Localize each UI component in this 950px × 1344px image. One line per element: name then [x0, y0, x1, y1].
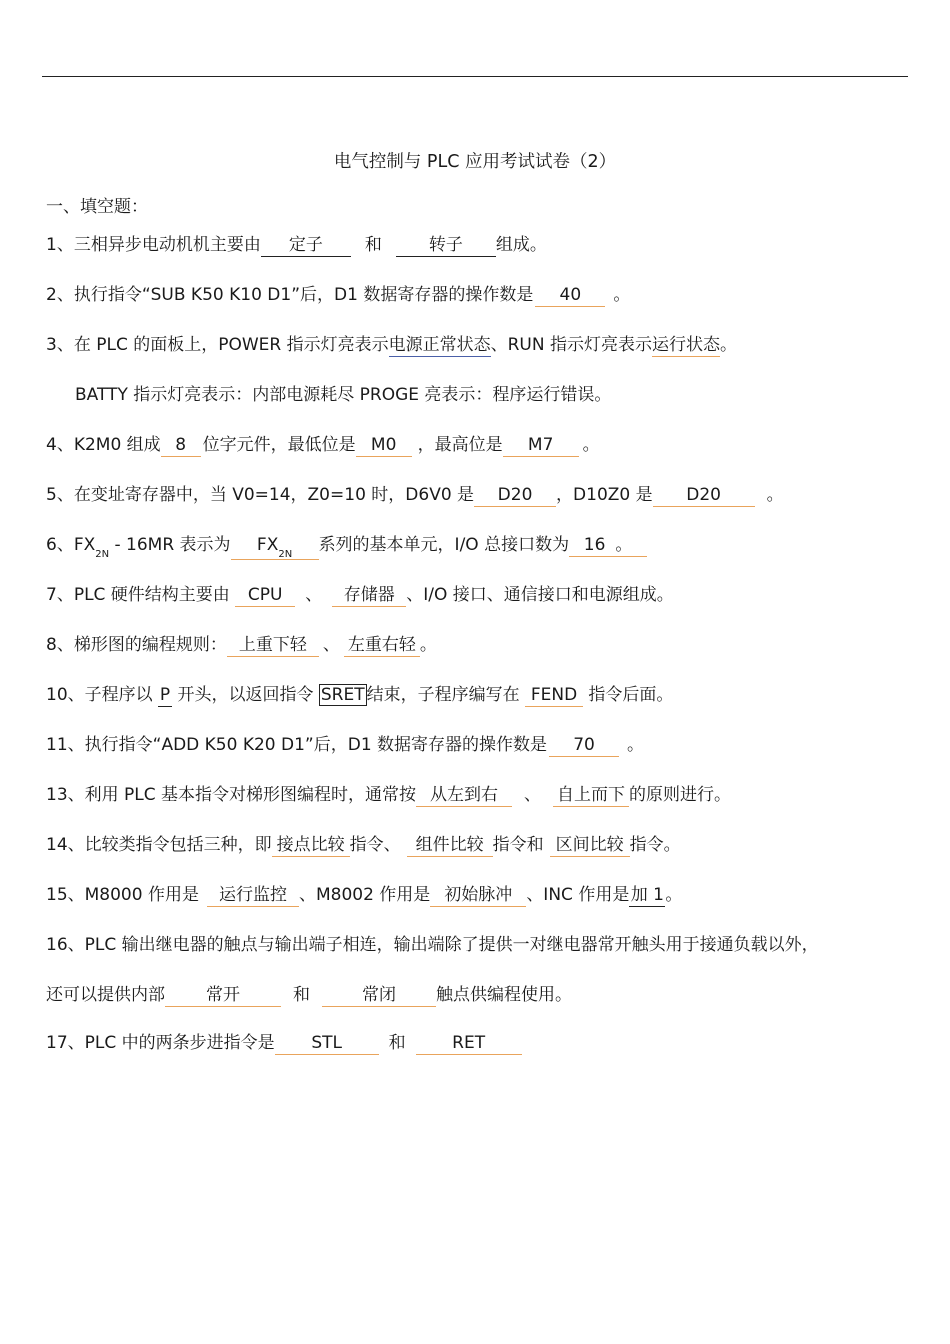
question-15: 15、M8000 作用是 运行监控 、M8002 作用是 初始脉冲 、INC 作用是加 1。: [46, 885, 683, 905]
answer-blank: $FX_{2N}$: [231, 534, 319, 560]
answer-blank: 左重右轻: [344, 634, 420, 657]
answer-blank: 自上而下: [553, 784, 629, 807]
section-heading: 一、填空题：: [46, 197, 148, 217]
answer-blank: 接点比较: [272, 834, 350, 857]
question-5: 5、在变址寄存器中，当 V0=14，Z0=10 时，D6V0 是 D20 ，D10Z0 是 D20 。: [46, 485, 784, 505]
answer-blank: 运行状态: [652, 335, 721, 355]
answer-blank: RET: [416, 1032, 522, 1055]
answer-blank: D20: [653, 484, 755, 507]
answer-blank: 加 1: [630, 885, 664, 905]
question-16: 16、PLC 输出继电器的触点与输出端子相连，输出端除了提供一对继电器常开触头用于接通负载以外，: [46, 935, 819, 955]
question-3-note: BATTY 指示灯亮表示：内部电源耗尽 PROGE 亮表示：程序运行错误。: [75, 385, 612, 405]
question-8: 8、梯形图的编程规则： 上重下轻 、 左重右轻 。: [46, 635, 437, 655]
answer-blank: STL: [275, 1032, 379, 1055]
answer-blank: 40: [535, 284, 605, 307]
question-1: 1、三相异步电动机机主要由 定子 和 转子 组成。: [46, 235, 547, 255]
question-2: 2、执行指令“SUB K50 K10 D1”后，D1 数据寄存器的操作数是 40 。: [46, 285, 631, 305]
answer-blank: 区间比较: [550, 834, 630, 857]
answer-blank: 运行监控: [207, 884, 299, 907]
answer-box: SRET: [320, 685, 365, 705]
page-title: 电气控制与 PLC 应用考试试卷（2）: [333, 152, 617, 172]
answer-blank: 上重下轻: [227, 634, 319, 657]
answer-blank: 70: [549, 734, 619, 757]
answer-blank: D20: [474, 484, 556, 507]
header-rule: [42, 76, 908, 77]
answer-blank: FEND: [525, 684, 583, 707]
answer-blank: 初始脉冲: [430, 884, 526, 907]
question-11: 11、执行指令“ADD K50 K20 D1”后，D1 数据寄存器的操作数是 70 。: [46, 735, 645, 755]
answer-blank: 转子: [396, 234, 496, 257]
question-10: 10、子程序以 P 开头，以返回指令 SRET 结束，子程序编写在 FEND 指令后面。: [46, 685, 674, 705]
answer-blank: 电源正常状态: [388, 335, 491, 355]
subscript: 2N: [95, 549, 110, 560]
answer-blank: 定子: [261, 234, 351, 257]
question-6: 6、$FX_{2N} - 16MR$ 表示为 $FX_{2N}$ 系列的基本单元，I/O 总接口数为 16 。: [46, 533, 647, 560]
question-3: 3、在 PLC 的面板上，POWER 指示灯亮表示电源正常状态、RUN 指示灯亮表示运行状态。: [46, 335, 738, 355]
question-4: 4、K2M0 组成 8 位字元件，最低位是 M0 ，最高位是 M7 。: [46, 435, 600, 455]
answer-blank: M7: [503, 434, 579, 457]
question-13: 13、利用 PLC 基本指令对梯形图编程时，通常按 从左到右 、 自上而下 的原则进行。: [46, 785, 732, 805]
answer-blank: 16 。: [569, 534, 647, 557]
answer-blank: 常开: [165, 984, 281, 1007]
question-7: 7、PLC 硬件结构主要由 CPU 、 存储器 、I/O 接口、通信接口和电源组成。: [46, 585, 674, 605]
answer-blank: M0: [356, 434, 412, 457]
answer-blank: 存储器: [332, 584, 406, 607]
answer-blank: 8: [161, 434, 201, 457]
answer-blank: 常闭: [322, 984, 436, 1007]
answer-blank: P: [159, 685, 171, 705]
answer-blank: CPU: [235, 584, 295, 607]
answer-blank: 从左到右: [416, 784, 512, 807]
answer-blank: 组件比较: [407, 834, 493, 857]
question-17: 17、PLC 中的两条步进指令是 STL 和 RET: [46, 1031, 522, 1055]
question-14: 14、比较类指令包括三种，即 接点比较 指令、 组件比较 指令和 区间比较 指令。: [46, 835, 681, 855]
question-16-cont: 还可以提供内部 常开 和 常闭 触点供编程使用。: [46, 985, 572, 1005]
